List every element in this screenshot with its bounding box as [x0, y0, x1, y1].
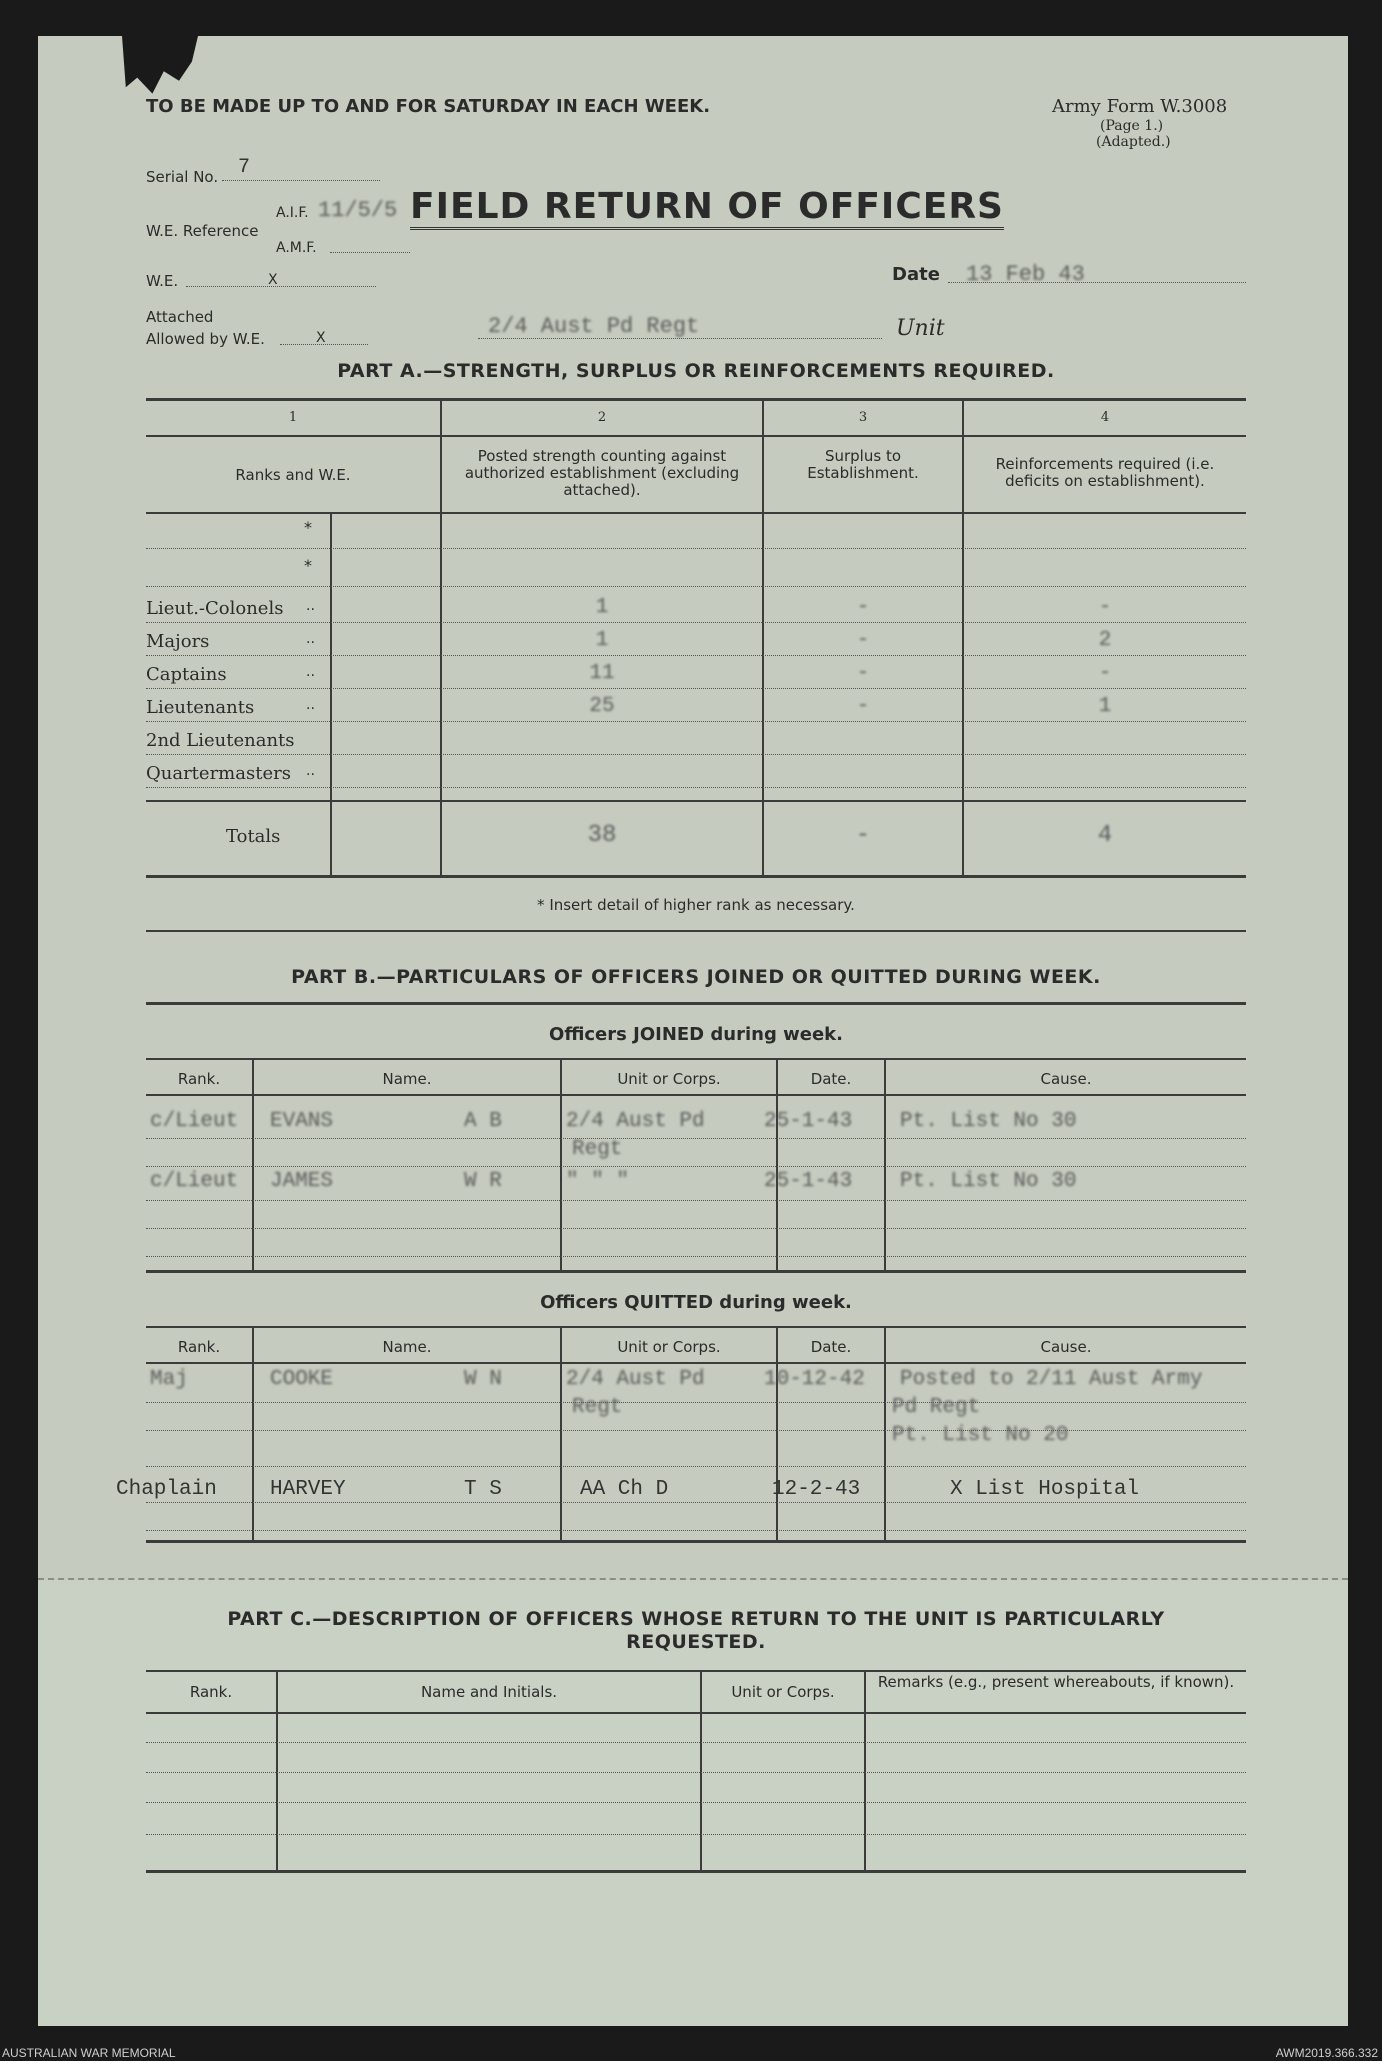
col-header-reinforcements: Reinforcements required (i.e. deficits on establishment).	[995, 455, 1215, 490]
posted-value: 1	[595, 629, 609, 652]
totals-label: Totals	[226, 826, 281, 847]
row-dotted-line	[146, 1228, 1246, 1229]
row-dotted-line	[146, 1502, 1246, 1503]
entry-initials: A B	[464, 1110, 502, 1133]
row-dotted-line	[146, 688, 1246, 689]
posted-value: 1	[595, 596, 609, 619]
row-dotted-line	[146, 1138, 1246, 1139]
rank-label: 2nd Lieutenants	[146, 730, 295, 751]
entry-cause: X List Hospital	[950, 1478, 1140, 1501]
rank-label: Majors	[146, 631, 210, 652]
joined-top-rule	[146, 1058, 1246, 1060]
entry-cause-cont-2: Pt. List No 20	[892, 1424, 1069, 1447]
part-a-header-rule	[146, 512, 1246, 514]
row-dotted-line	[146, 1166, 1246, 1167]
column-header: Date.	[810, 1070, 852, 1088]
part-a-separator	[146, 930, 1246, 932]
row-dotted-line	[146, 622, 1246, 623]
reinf-value: 1	[1098, 695, 1112, 718]
column-divider	[776, 1328, 778, 1540]
part-c-bottom-rule	[146, 1870, 1246, 1873]
column-divider	[700, 1672, 702, 1870]
form-title: FIELD RETURN OF OFFICERS	[410, 186, 1004, 230]
dot-leader: ..	[306, 664, 315, 680]
column-header: Cause.	[1040, 1070, 1092, 1088]
column-header: Unit or Corps.	[617, 1070, 721, 1088]
part-a-bottom-rule	[146, 875, 1246, 878]
row-dotted-line	[146, 1466, 1246, 1467]
star-row-1-line	[146, 548, 1246, 549]
entry-cause: Pt. List No 30	[900, 1170, 1077, 1193]
entry-rank: Chaplain	[116, 1478, 217, 1501]
totals-reinf: 4	[1097, 822, 1113, 849]
col-header-posted: Posted strength counting against authorized establishment (excluding attached).	[464, 447, 740, 499]
row-dotted-line	[146, 1430, 1246, 1431]
rank-label: Lieut.-Colonels	[146, 598, 284, 619]
we-reference-label: W.E. Reference	[146, 222, 259, 240]
row-dotted-line	[146, 1256, 1246, 1257]
entry-cause-cont: Pd Regt	[892, 1396, 981, 1419]
serial-value: 7	[238, 156, 251, 179]
joined-bottom-rule	[146, 1270, 1246, 1273]
footer-accession: AWM2019.366.332	[1275, 2046, 1378, 2060]
unit-value: 2/4 Aust Pd Regt	[488, 314, 700, 339]
col-number-3: 3	[858, 410, 868, 425]
row-dotted-line	[146, 787, 1246, 788]
column-header: Unit or Corps.	[617, 1338, 721, 1356]
entry-initials: W N	[464, 1368, 502, 1391]
column-header: Name.	[382, 1070, 432, 1088]
header-rule	[146, 1712, 1246, 1714]
row-dotted-line	[146, 1530, 1246, 1531]
surplus-value: -	[856, 695, 870, 718]
entry-unit-cont: Regt	[572, 1396, 623, 1419]
serial-line	[222, 180, 380, 181]
part-c-heading-line-1: PART C.—DESCRIPTION OF OFFICERS WHOSE RETURN TO THE UNIT IS PARTICULARLY	[227, 1608, 1165, 1630]
part-b-heading: PART B.—PARTICULARS OF OFFICERS JOINED OR QUITTED DURING WEEK.	[291, 966, 1101, 988]
unit-line	[478, 338, 882, 339]
posted-value: 11	[589, 662, 615, 685]
part-a-footnote: * Insert detail of higher rank as necessary.	[537, 896, 855, 914]
army-form-number: Army Form W.3008	[1052, 96, 1228, 117]
column-divider	[864, 1672, 866, 1870]
footer-credit: AUSTRALIAN WAR MEMORIAL	[2, 2046, 176, 2060]
entry-cause: Posted to 2/11 Aust Army	[900, 1368, 1203, 1391]
adapted-note: (Adapted.)	[1096, 134, 1171, 150]
col-number-4: 4	[1100, 410, 1110, 425]
star-row-2-line	[146, 586, 1246, 587]
column-divider	[884, 1328, 886, 1540]
part-b-top-rule	[146, 1002, 1246, 1005]
entry-name: COOKE	[270, 1368, 334, 1391]
dot-leader: ..	[306, 631, 315, 647]
row-dotted-line	[146, 754, 1246, 755]
entry-rank: c/Lieut	[150, 1170, 239, 1193]
column-header: Rank.	[177, 1338, 221, 1356]
quitted-bottom-rule	[146, 1540, 1246, 1543]
reinf-value: -	[1098, 596, 1112, 619]
page-note: (Page 1.)	[1100, 118, 1164, 134]
column-divider	[776, 1060, 778, 1270]
we-x-mark: X	[268, 272, 278, 288]
allowed-label: Allowed by W.E.	[146, 330, 265, 348]
rank-label: Lieutenants	[146, 697, 255, 718]
surplus-value: -	[856, 596, 870, 619]
part-c-heading	[146, 1608, 1246, 1654]
dot-leader: ..	[306, 697, 315, 713]
row-dotted-line	[146, 1834, 1246, 1835]
unit-label: Unit	[896, 316, 945, 341]
amf-line	[330, 252, 410, 253]
rank-label: Quartermasters	[146, 763, 291, 784]
surplus-value: -	[856, 629, 870, 652]
column-header: Unit or Corps.	[731, 1683, 835, 1701]
column-header: Rank.	[189, 1683, 233, 1701]
part-a-num-rule	[146, 435, 1246, 437]
entry-name: EVANS	[270, 1110, 334, 1133]
column-divider	[560, 1328, 562, 1540]
part-a-heading: PART A.—STRENGTH, SURPLUS OR REINFORCEMENTS REQUIRED.	[337, 360, 1055, 382]
column-header: Remarks (e.g., present whereabouts, if known).	[877, 1673, 1235, 1691]
column-divider	[884, 1060, 886, 1270]
entry-rank: c/Lieut	[150, 1110, 239, 1133]
fold-line	[38, 1578, 1348, 1580]
dot-leader: ..	[306, 763, 315, 779]
entry-unit-cont: Regt	[572, 1138, 623, 1161]
aif-label: A.I.F.	[276, 205, 309, 221]
entry-name: JAMES	[270, 1170, 334, 1193]
dot-leader: ..	[306, 598, 315, 614]
column-header: Rank.	[177, 1070, 221, 1088]
reinf-value: -	[1098, 662, 1112, 685]
totals-posted: 38	[587, 822, 617, 849]
aif-value: 11/5/5	[318, 198, 398, 223]
column-divider	[252, 1060, 254, 1270]
row-dotted-line	[146, 655, 1246, 656]
top-instruction: TO BE MADE UP TO AND FOR SATURDAY IN EACH WEEK.	[146, 96, 711, 117]
entry-rank: Maj	[150, 1368, 188, 1391]
col-number-1: 1	[288, 410, 298, 425]
row-dotted-line	[146, 1742, 1246, 1743]
col-header-surplus: Surplus to Establishment.	[807, 447, 919, 482]
attached-label: Attached	[146, 308, 214, 326]
column-header: Cause.	[1040, 1338, 1092, 1356]
col-number-2: 2	[597, 410, 607, 425]
allowed-x-mark: X	[316, 330, 326, 346]
row-dotted-line	[146, 1200, 1246, 1201]
serial-label: Serial No.	[146, 168, 219, 186]
entry-date: 25-1-43	[764, 1170, 853, 1193]
part-c-heading-line-2: REQUESTED.	[626, 1631, 766, 1653]
joined-header-rule	[146, 1094, 1246, 1096]
row-dotted-line	[146, 1802, 1246, 1803]
entry-initials: W R	[464, 1170, 502, 1193]
entry-initials: T S	[464, 1478, 502, 1501]
totals-surplus: -	[855, 822, 871, 849]
entry-date: 12-2-43	[772, 1478, 861, 1501]
entry-cause: Pt. List No 30	[900, 1110, 1077, 1133]
joined-title: Officers JOINED during week.	[549, 1024, 843, 1045]
entry-name: HARVEY	[270, 1478, 346, 1501]
column-header: Name and Initials.	[420, 1683, 558, 1701]
quitted-top-rule	[146, 1326, 1246, 1328]
row-dotted-line	[146, 721, 1246, 722]
part-a-totals-rule	[146, 800, 1246, 802]
quitted-title: Officers QUITTED during week.	[540, 1292, 852, 1313]
star-row-1: *	[304, 518, 312, 537]
part-a-rank-divider	[330, 514, 332, 876]
entry-unit: " " "	[566, 1170, 630, 1193]
date-label: Date	[892, 264, 940, 285]
row-dotted-line	[146, 1772, 1246, 1773]
amf-label: A.M.F.	[276, 240, 317, 256]
part-c-top-rule	[146, 1670, 1246, 1672]
column-header: Name.	[382, 1338, 432, 1356]
entry-date: 10-12-42	[764, 1368, 865, 1391]
column-divider	[252, 1328, 254, 1540]
we-label: W.E.	[146, 272, 179, 290]
we-line	[186, 286, 376, 287]
col-header-ranks: Ranks and W.E.	[235, 466, 351, 484]
column-header: Date.	[810, 1338, 852, 1356]
entry-date: 25-1-43	[764, 1110, 853, 1133]
column-divider	[560, 1060, 562, 1270]
surplus-value: -	[856, 662, 870, 685]
entry-unit: AA Ch D	[580, 1478, 669, 1501]
part-a-top-rule	[146, 398, 1246, 401]
reinf-value: 2	[1098, 629, 1112, 652]
quitted-header-rule	[146, 1362, 1246, 1364]
star-row-2: *	[304, 556, 312, 575]
column-divider	[276, 1672, 278, 1870]
posted-value: 25	[589, 695, 615, 718]
row-dotted-line	[146, 1402, 1246, 1403]
entry-unit: 2/4 Aust Pd	[566, 1110, 705, 1133]
date-value: 13 Feb 43	[966, 262, 1085, 287]
entry-unit: 2/4 Aust Pd	[566, 1368, 705, 1391]
rank-label: Captains	[146, 664, 227, 685]
